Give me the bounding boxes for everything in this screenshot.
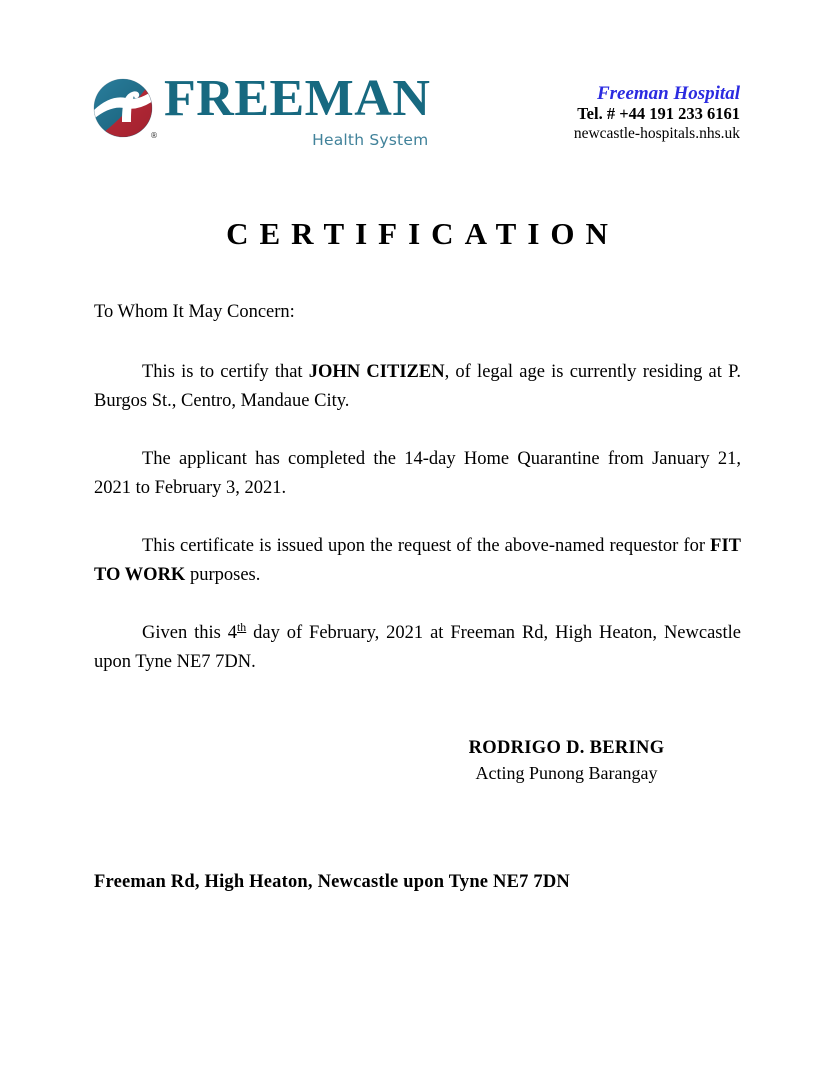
logo-wordmark: FREEMAN — [164, 70, 431, 127]
hospital-name: Freeman Hospital — [596, 83, 740, 104]
paragraph-given-date — [94, 619, 741, 677]
logo-tagline: Health System — [312, 131, 429, 149]
document-body — [94, 298, 741, 677]
given-day: 4 — [227, 623, 238, 643]
certify-tail: , of legal age is currently residing at P. Burgos St., Centro, Mandaue City. — [94, 362, 741, 411]
paragraph-purpose — [94, 532, 741, 590]
certified-person-name: JOHN CITIZEN — [308, 362, 445, 382]
purpose-label: FIT TO WORK — [94, 536, 741, 585]
signatory-name: RODRIGO D. BERING — [468, 738, 665, 758]
paragraph-certify — [94, 358, 741, 416]
document-header — [0, 72, 834, 172]
given-lead: Given this — [142, 623, 228, 643]
registered-trademark-icon: ® — [150, 131, 158, 140]
page-title: CERTIFICATION — [226, 216, 619, 251]
signatory-role: Acting Punong Barangay — [475, 763, 658, 783]
footer-address: Freeman Rd, High Heaton, Newcastle upon Tyne NE7 7DN — [94, 872, 570, 892]
certify-lead: This is to certify that — [142, 362, 309, 382]
signature-block — [392, 737, 741, 784]
hospital-website: newcastle-hospitals.nhs.uk — [573, 125, 740, 142]
hospital-contact-block — [574, 84, 740, 144]
paragraph-quarantine: The applicant has completed the 14-day Home Quarantine from January 21, 2021 to February 3, 2021. — [94, 449, 741, 498]
salutation: To Whom It May Concern: — [94, 302, 295, 322]
freeman-logo — [92, 72, 430, 150]
given-day-ordinal: th — [237, 619, 247, 634]
given-tail: day of February, 2021 at Freeman Rd, High Heaton, Newcastle upon Tyne NE7 7DN. — [94, 623, 741, 672]
purpose-lead: This certificate is issued upon the request of the above-named requestor for — [142, 536, 711, 556]
hospital-telephone: Tel. # +44 191 233 6161 — [577, 104, 740, 123]
logo-wordmark-group — [164, 72, 430, 150]
freeman-swoosh-logo-icon — [92, 78, 158, 144]
purpose-tail: purposes. — [185, 565, 261, 585]
